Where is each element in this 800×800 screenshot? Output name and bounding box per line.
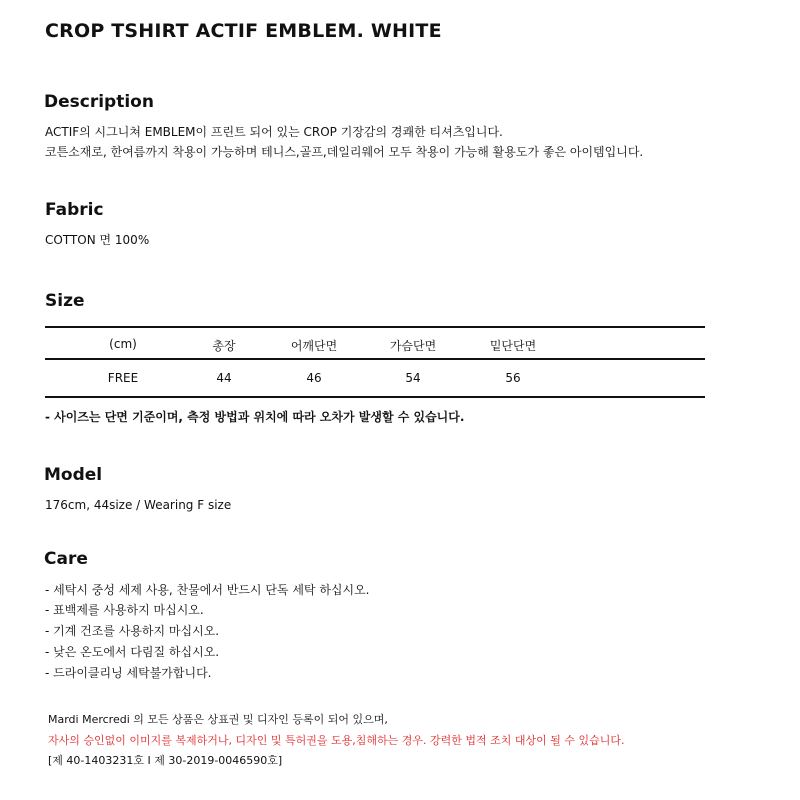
description-line-2: 코튼소재로, 한여름까지 착용이 가능하며 테니스,골프,데일리웨어 모두 착용이 가능해 활용도가 좋은 아이템입니다. [45, 145, 644, 159]
product-title: CROP TSHIRT ACTIF EMBLEM. WHITE [45, 20, 442, 42]
legal-warning: 자사의 승인없이 이미지를 복제하거나, 디자인 및 특허권을 도용,침해하는 경우. 강력한 법적 조치 대상이 될 수 있습니다. [48, 734, 625, 747]
description-heading: Description [44, 92, 154, 112]
care-item: - 드라이클리닝 세탁불가합니다. [45, 666, 212, 680]
header-hem: 밑단단면 [489, 339, 537, 353]
row-hem: 56 [505, 371, 521, 385]
row-length: 44 [216, 371, 232, 385]
size-heading: Size [45, 291, 85, 311]
care-item: - 세탁시 중성 세제 사용, 찬물에서 반드시 단독 세탁 하십시오. [45, 583, 370, 597]
description-line-1: ACTIF의 시그니쳐 EMBLEM이 프린트 되어 있는 CROP 기장감의 경쾌한 티셔츠입니다. [45, 125, 503, 139]
header-shoulder: 어깨단면 [290, 339, 338, 353]
model-heading: Model [44, 465, 103, 485]
size-note: - 사이즈는 단면 기준이며, 측정 방법과 위치에 따라 오차가 발생할 수 있습니다. [45, 410, 465, 424]
copyright-notice: Mardi Mercredi 의 모든 상품은 상표권 및 디자인 등록이 되어 있으며, [48, 713, 388, 726]
row-chest: 54 [405, 371, 421, 385]
model-text: 176cm, 44size / Wearing F size [45, 498, 232, 512]
row-size: FREE [107, 371, 139, 385]
header-unit: (cm) [109, 337, 137, 351]
care-heading: Care [44, 549, 88, 569]
header-chest: 가슴단면 [389, 339, 437, 353]
fabric-heading: Fabric [45, 200, 104, 220]
care-item: - 낮은 온도에서 다림질 하십시오. [45, 645, 220, 659]
care-item: - 표백제를 사용하지 마십시오. [45, 603, 204, 617]
care-item: - 기계 건조를 사용하지 마십시오. [45, 624, 220, 638]
row-shoulder: 46 [306, 371, 322, 385]
table-header-rule [45, 358, 705, 360]
registration-numbers: [제 40-1403231호 I 제 30-2019-0046590호] [48, 754, 283, 767]
header-length: 총장 [212, 339, 236, 353]
fabric-text: COTTON 면 100% [45, 233, 150, 247]
table-top-rule [45, 326, 705, 328]
table-bottom-rule [45, 396, 705, 398]
